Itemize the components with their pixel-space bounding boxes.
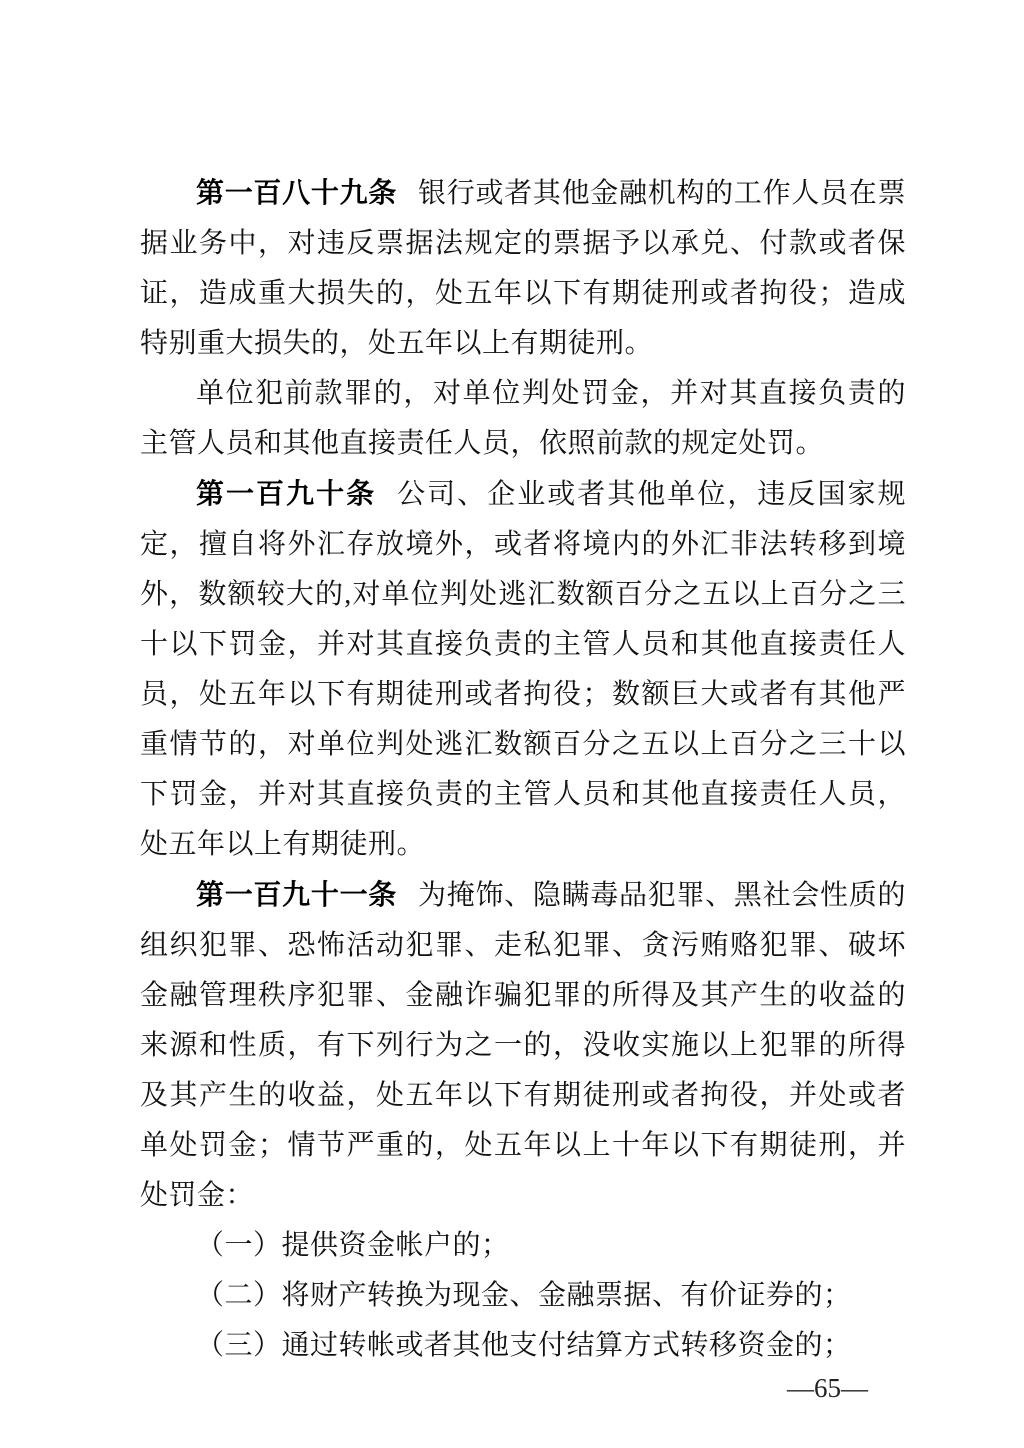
paragraph-article-189 — [140, 168, 906, 369]
law-text-block — [140, 168, 906, 1371]
article-190-number: 第一百九十条 — [196, 478, 377, 509]
article-189-text: 银行或者其他金融机构的工作人员在票据业务中，对违反票据法规定的票据予以承兑、付款或者保证，造成重大损失的，处五年以下有期徒刑或者拘役；造成特别重大损失的，处五年以上有期徒刑。 — [140, 178, 906, 359]
paragraph-article-191 — [140, 870, 906, 1221]
article-189-unit-clause-text: 单位犯前款罪的，对单位判处罚金，并对其直接负责的主管人员和其他直接责任人员，依照前款的规定处罚。 — [140, 378, 906, 459]
article-190-text: 公司、企业或者其他单位，违反国家规定，擅自将外汇存放境外，或者将境内的外汇非法转移到境外，数额较大的,对单位判处逃汇数额百分之五以上百分之三十以下罚金，并对其直接负责的主管人员和其他直接责任人员，处五年以下有期徒刑或者拘役；数额巨大或者有其他严重情节的，对单位判处逃汇数额百分之五以上百分之三十以下罚金，并对其直接负责的主管人员和其他直接责任人员，处五年以上有期徒刑。 — [140, 479, 906, 860]
article-191-number: 第一百九十一条 — [196, 879, 398, 910]
list-item-1 — [140, 1221, 906, 1271]
article-191-text: 为掩饰、隐瞒毒品犯罪、黑社会性质的组织犯罪、恐怖活动犯罪、走私犯罪、贪污贿赂犯罪、破坏金融管理秩序犯罪、金融诈骗犯罪的所得及其产生的收益的来源和性质，有下列行为之一的，没收实施以上犯罪的所得及其产生的收益，处五年以下有期徒刑或者拘役，并处或者单处罚金；情节严重的，处五年以上十年以下有期徒刑，并处罚金： — [140, 880, 906, 1211]
list-item-2-text: （二）将财产转换为现金、金融票据、有价证券的； — [196, 1280, 852, 1311]
page-number: —65— — [787, 1373, 868, 1403]
article-189-number: 第一百八十九条 — [196, 177, 398, 208]
paragraph-189-unit-clause — [140, 369, 906, 469]
paragraph-article-190 — [140, 469, 906, 870]
list-item-3 — [140, 1321, 906, 1371]
list-item-2 — [140, 1271, 906, 1321]
list-item-3-text: （三）通过转帐或者其他支付结算方式转移资金的； — [196, 1330, 852, 1361]
list-item-1-text: （一）提供资金帐户的； — [196, 1230, 510, 1261]
